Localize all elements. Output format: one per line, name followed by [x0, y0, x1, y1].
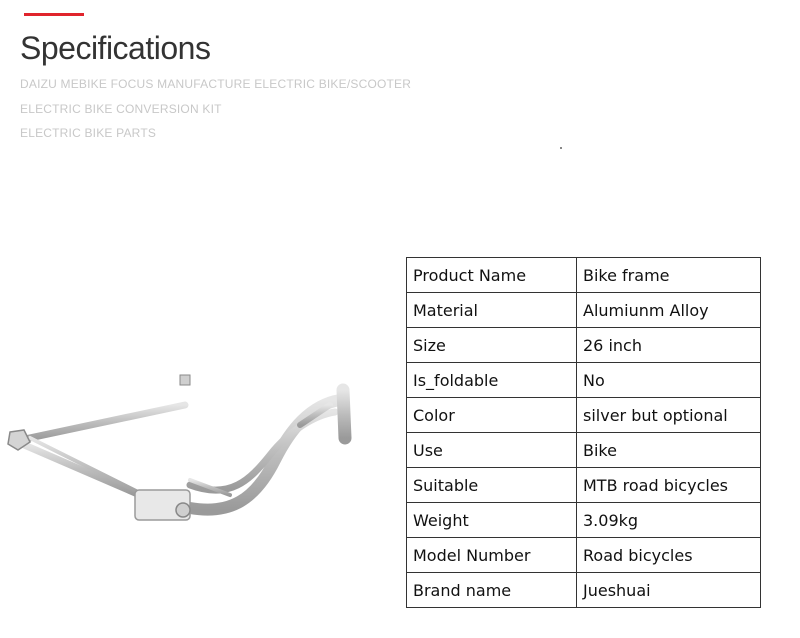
- spec-label: Use: [407, 433, 577, 468]
- subtitle-line-1: DAIZU MEBIKE FOCUS MANUFACTURE ELECTRIC BIKE/SCOOTER: [20, 77, 412, 91]
- spec-label: Brand name: [407, 573, 577, 608]
- spec-value: No: [577, 363, 761, 398]
- subtitle-line-2: ELECTRIC BIKE CONVERSION KIT: [20, 102, 222, 116]
- spec-value: Road bicycles: [577, 538, 761, 573]
- accent-bar: [24, 13, 84, 16]
- spec-row: [407, 293, 761, 328]
- spec-row: [407, 573, 761, 608]
- spec-label: Size: [407, 328, 577, 363]
- spec-value: silver but optional: [577, 398, 761, 433]
- stray-dot: [560, 147, 562, 149]
- spec-value: MTB road bicycles: [577, 468, 761, 503]
- subtitle-line-3: ELECTRIC BIKE PARTS: [20, 126, 157, 140]
- spec-label: Color: [407, 398, 577, 433]
- spec-value: Jueshuai: [577, 573, 761, 608]
- page-title: Specifications: [20, 30, 211, 66]
- spec-label: Product Name: [407, 258, 577, 293]
- spec-row: [407, 433, 761, 468]
- specifications-table: [406, 257, 761, 608]
- spec-value: Bike: [577, 433, 761, 468]
- spec-label: Is_foldable: [407, 363, 577, 398]
- spec-label: Suitable: [407, 468, 577, 503]
- spec-value: 3.09kg: [577, 503, 761, 538]
- spec-value: Bike frame: [577, 258, 761, 293]
- spec-value: 26 inch: [577, 328, 761, 363]
- bike-frame-image: [0, 360, 380, 530]
- spec-value: Alumiunm Alloy: [577, 293, 761, 328]
- spec-row: [407, 398, 761, 433]
- spec-label: Model Number: [407, 538, 577, 573]
- spec-row: [407, 538, 761, 573]
- spec-label: Material: [407, 293, 577, 328]
- spec-row: [407, 328, 761, 363]
- spec-row: [407, 258, 761, 293]
- spec-row: [407, 363, 761, 398]
- spec-row: [407, 468, 761, 503]
- spec-label: Weight: [407, 503, 577, 538]
- spec-row: [407, 503, 761, 538]
